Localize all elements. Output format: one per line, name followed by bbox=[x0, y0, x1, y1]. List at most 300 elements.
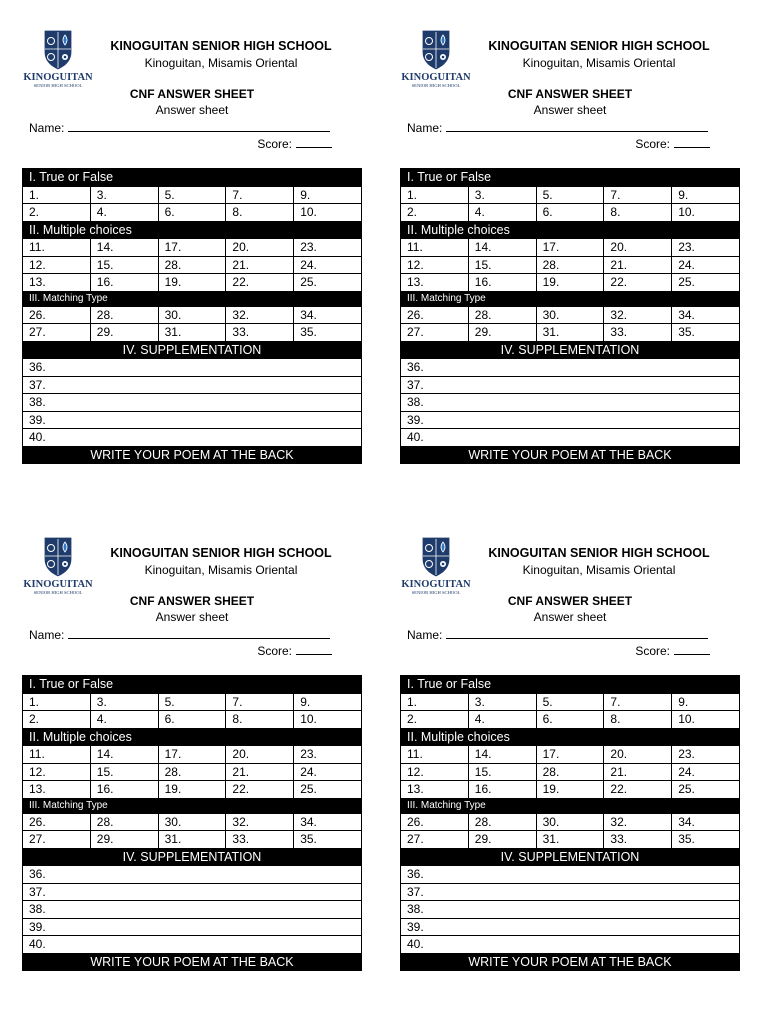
answer-line[interactable]: 38. bbox=[401, 394, 740, 412]
answer-cell[interactable]: 27. bbox=[401, 324, 469, 342]
school-address: Kinoguitan, Misamis Oriental bbox=[522, 56, 676, 70]
answer-cell[interactable]: 24. bbox=[294, 763, 362, 781]
section-header-supp bbox=[401, 341, 740, 359]
name-field[interactable] bbox=[29, 120, 330, 135]
section-header-match bbox=[401, 291, 740, 306]
answer-line[interactable]: 37. bbox=[23, 376, 362, 394]
table-row bbox=[23, 274, 362, 292]
answer-cell[interactable]: 21. bbox=[226, 256, 294, 274]
answer-line[interactable]: 37. bbox=[401, 883, 740, 901]
sheet-title: CNF ANSWER SHEET bbox=[507, 87, 633, 101]
answer-cell[interactable]: 1. bbox=[23, 693, 91, 711]
table-row bbox=[23, 781, 362, 799]
score-field[interactable] bbox=[257, 643, 332, 658]
answer-cell[interactable]: 11. bbox=[401, 746, 469, 764]
answer-cell[interactable]: 10. bbox=[672, 711, 740, 729]
answer-cell[interactable]: 8. bbox=[226, 711, 294, 729]
supplementation-row bbox=[23, 429, 362, 447]
table-row bbox=[401, 711, 740, 729]
section-header-footer bbox=[23, 953, 362, 971]
answer-cell[interactable]: 32. bbox=[604, 306, 672, 324]
school-address: Kinoguitan, Misamis Oriental bbox=[144, 56, 298, 70]
section-title: IV. SUPPLEMENTATION bbox=[23, 341, 362, 359]
answer-cell[interactable]: 32. bbox=[604, 813, 672, 831]
supplementation-row bbox=[401, 359, 740, 377]
score-field[interactable] bbox=[257, 136, 332, 151]
answer-cell[interactable]: 1. bbox=[401, 186, 469, 204]
section-title: I. True or False bbox=[401, 676, 740, 694]
answer-cell[interactable]: 29. bbox=[468, 831, 536, 849]
answer-cell[interactable]: 28. bbox=[90, 306, 158, 324]
answer-cell[interactable]: 2. bbox=[401, 204, 469, 222]
school-name: KINOGUITAN SENIOR HIGH SCHOOL bbox=[110, 546, 332, 560]
answer-cell[interactable]: 35. bbox=[294, 324, 362, 342]
answer-line[interactable]: 40. bbox=[23, 936, 362, 954]
section-title: III. Matching Type bbox=[401, 798, 740, 813]
answer-cell[interactable]: 28. bbox=[158, 256, 226, 274]
answer-cell[interactable]: 24. bbox=[672, 256, 740, 274]
supplementation-row bbox=[23, 411, 362, 429]
answer-cell[interactable]: 4. bbox=[468, 204, 536, 222]
answer-cell[interactable]: 16. bbox=[468, 274, 536, 292]
answer-cell[interactable]: 15. bbox=[468, 256, 536, 274]
table-row bbox=[23, 256, 362, 274]
answer-line[interactable]: 38. bbox=[401, 901, 740, 919]
score-blank[interactable] bbox=[674, 643, 710, 655]
score-label: Score: bbox=[635, 137, 670, 151]
answer-cell[interactable]: 23. bbox=[672, 239, 740, 257]
score-blank[interactable] bbox=[674, 136, 710, 148]
answer-cell[interactable]: 31. bbox=[158, 831, 226, 849]
supplementation-row bbox=[401, 376, 740, 394]
answer-cell[interactable]: 33. bbox=[604, 831, 672, 849]
answer-cell[interactable]: 13. bbox=[401, 781, 469, 799]
answer-line[interactable]: 40. bbox=[401, 429, 740, 447]
school-address: Kinoguitan, Misamis Oriental bbox=[144, 563, 298, 577]
sheet-subtitle: Answer sheet bbox=[155, 610, 229, 624]
answer-cell[interactable]: 25. bbox=[672, 781, 740, 799]
sheet-subtitle: Answer sheet bbox=[533, 103, 607, 117]
score-label: Score: bbox=[257, 644, 292, 658]
section-title: WRITE YOUR POEM AT THE BACK bbox=[401, 446, 740, 464]
answer-cell[interactable]: 9. bbox=[672, 186, 740, 204]
score-blank[interactable] bbox=[296, 136, 332, 148]
table-row bbox=[401, 763, 740, 781]
table-row bbox=[401, 746, 740, 764]
section-title: WRITE YOUR POEM AT THE BACK bbox=[23, 446, 362, 464]
section-header-tf bbox=[401, 169, 740, 187]
supplementation-row bbox=[23, 376, 362, 394]
section-title: IV. SUPPLEMENTATION bbox=[23, 848, 362, 866]
score-label: Score: bbox=[635, 644, 670, 658]
sheet-title: CNF ANSWER SHEET bbox=[129, 594, 255, 608]
answer-cell[interactable]: 13. bbox=[23, 274, 91, 292]
answer-cell[interactable]: 34. bbox=[294, 813, 362, 831]
answer-sheet bbox=[400, 535, 740, 995]
answer-cell[interactable]: 19. bbox=[536, 274, 604, 292]
answer-line[interactable]: 37. bbox=[401, 376, 740, 394]
table-row bbox=[401, 831, 740, 849]
answer-cell[interactable]: 32. bbox=[226, 813, 294, 831]
section-header-footer bbox=[401, 446, 740, 464]
table-row bbox=[401, 239, 740, 257]
sheet-subtitle: Answer sheet bbox=[155, 103, 229, 117]
answer-cell[interactable]: 26. bbox=[401, 813, 469, 831]
answer-cell[interactable]: 13. bbox=[401, 274, 469, 292]
section-title: II. Multiple choices bbox=[23, 221, 362, 239]
logo-subtext: SENIOR HIGH SCHOOL bbox=[411, 83, 461, 88]
answer-cell[interactable]: 31. bbox=[158, 324, 226, 342]
name-label: Name: bbox=[407, 628, 443, 642]
answer-cell[interactable]: 14. bbox=[90, 239, 158, 257]
answer-cell[interactable]: 7. bbox=[604, 186, 672, 204]
table-row bbox=[23, 711, 362, 729]
answer-line[interactable]: 40. bbox=[23, 429, 362, 447]
section-header-supp bbox=[23, 341, 362, 359]
section-header-tf bbox=[401, 676, 740, 694]
section-title: IV. SUPPLEMENTATION bbox=[401, 341, 740, 359]
answer-cell[interactable]: 27. bbox=[401, 831, 469, 849]
school-name: KINOGUITAN SENIOR HIGH SCHOOL bbox=[488, 546, 710, 560]
score-label: Score: bbox=[257, 137, 292, 151]
answer-cell[interactable]: 12. bbox=[401, 256, 469, 274]
answer-line[interactable]: 40. bbox=[401, 936, 740, 954]
section-header-match bbox=[23, 291, 362, 306]
answer-table bbox=[400, 168, 740, 464]
answer-line[interactable]: 36. bbox=[23, 359, 362, 377]
table-row bbox=[23, 306, 362, 324]
answer-cell[interactable]: 28. bbox=[468, 813, 536, 831]
answer-cell[interactable]: 22. bbox=[604, 274, 672, 292]
table-row bbox=[23, 204, 362, 222]
supplementation-row bbox=[23, 394, 362, 412]
logo-wordmark: KINOGUITAN bbox=[23, 72, 93, 83]
answer-cell[interactable]: 28. bbox=[536, 763, 604, 781]
answer-line[interactable]: 37. bbox=[23, 883, 362, 901]
section-header-supp bbox=[401, 848, 740, 866]
answer-cell[interactable]: 20. bbox=[604, 746, 672, 764]
table-row bbox=[401, 693, 740, 711]
answer-cell[interactable]: 2. bbox=[23, 711, 91, 729]
answer-line[interactable]: 36. bbox=[23, 866, 362, 884]
answer-line[interactable]: 39. bbox=[23, 411, 362, 429]
score-blank[interactable] bbox=[296, 643, 332, 655]
answer-cell[interactable]: 32. bbox=[226, 306, 294, 324]
supplementation-row bbox=[401, 394, 740, 412]
school-name: KINOGUITAN SENIOR HIGH SCHOOL bbox=[488, 39, 710, 53]
answer-cell[interactable]: 23. bbox=[672, 746, 740, 764]
name-label: Name: bbox=[29, 628, 65, 642]
answer-cell[interactable]: 22. bbox=[226, 274, 294, 292]
answer-cell[interactable]: 25. bbox=[294, 274, 362, 292]
section-title: I. True or False bbox=[23, 676, 362, 694]
table-row bbox=[23, 763, 362, 781]
answer-cell[interactable]: 35. bbox=[672, 324, 740, 342]
answer-cell[interactable]: 27. bbox=[23, 831, 91, 849]
table-row bbox=[23, 831, 362, 849]
logo-subtext: SENIOR HIGH SCHOOL bbox=[33, 590, 83, 595]
answer-cell[interactable]: 27. bbox=[23, 324, 91, 342]
answer-cell[interactable]: 6. bbox=[536, 711, 604, 729]
section-header-footer bbox=[401, 953, 740, 971]
answer-cell[interactable]: 30. bbox=[536, 813, 604, 831]
answer-cell[interactable]: 15. bbox=[468, 763, 536, 781]
answer-cell[interactable]: 21. bbox=[604, 256, 672, 274]
answer-cell[interactable]: 29. bbox=[90, 831, 158, 849]
section-header-mc bbox=[23, 221, 362, 239]
answer-cell[interactable]: 28. bbox=[536, 256, 604, 274]
section-header-tf bbox=[23, 676, 362, 694]
answer-cell[interactable]: 2. bbox=[401, 711, 469, 729]
section-title: III. Matching Type bbox=[23, 798, 362, 813]
sheet-title: CNF ANSWER SHEET bbox=[507, 594, 633, 608]
section-title: IV. SUPPLEMENTATION bbox=[401, 848, 740, 866]
section-title: III. Matching Type bbox=[23, 291, 362, 306]
answer-cell[interactable]: 14. bbox=[468, 746, 536, 764]
answer-cell[interactable]: 10. bbox=[672, 204, 740, 222]
answer-cell[interactable]: 29. bbox=[90, 324, 158, 342]
table-row bbox=[401, 306, 740, 324]
answer-cell[interactable]: 23. bbox=[294, 746, 362, 764]
table-row bbox=[401, 781, 740, 799]
logo-subtext: SENIOR HIGH SCHOOL bbox=[33, 83, 83, 88]
answer-cell[interactable]: 30. bbox=[158, 306, 226, 324]
answer-cell[interactable]: 14. bbox=[468, 239, 536, 257]
logo-subtext: SENIOR HIGH SCHOOL bbox=[411, 590, 461, 595]
answer-cell[interactable]: 7. bbox=[604, 693, 672, 711]
answer-cell[interactable]: 16. bbox=[90, 781, 158, 799]
answer-table bbox=[400, 675, 740, 971]
answer-cell[interactable]: 8. bbox=[604, 711, 672, 729]
supplementation-row bbox=[23, 359, 362, 377]
sheet-subtitle: Answer sheet bbox=[533, 610, 607, 624]
answer-cell[interactable]: 17. bbox=[158, 746, 226, 764]
answer-cell[interactable]: 19. bbox=[536, 781, 604, 799]
logo-wordmark: KINOGUITAN bbox=[401, 579, 471, 590]
answer-cell[interactable]: 3. bbox=[468, 186, 536, 204]
supplementation-row bbox=[401, 411, 740, 429]
answer-cell[interactable]: 1. bbox=[23, 186, 91, 204]
supplementation-row bbox=[401, 866, 740, 884]
answer-cell[interactable]: 26. bbox=[401, 306, 469, 324]
answer-cell[interactable]: 28. bbox=[158, 763, 226, 781]
supplementation-row bbox=[401, 936, 740, 954]
answer-cell[interactable]: 17. bbox=[158, 239, 226, 257]
name-blank[interactable] bbox=[446, 627, 708, 639]
logo-wordmark: KINOGUITAN bbox=[401, 72, 471, 83]
supplementation-row bbox=[401, 429, 740, 447]
answer-cell[interactable]: 12. bbox=[23, 256, 91, 274]
answer-cell[interactable]: 11. bbox=[23, 239, 91, 257]
answer-cell[interactable]: 6. bbox=[536, 204, 604, 222]
answer-cell[interactable]: 16. bbox=[468, 781, 536, 799]
answer-cell[interactable]: 10. bbox=[294, 711, 362, 729]
table-row bbox=[23, 324, 362, 342]
section-title: III. Matching Type bbox=[401, 291, 740, 306]
supplementation-row bbox=[401, 901, 740, 919]
section-header-match bbox=[23, 798, 362, 813]
answer-cell[interactable]: 25. bbox=[294, 781, 362, 799]
supplementation-row bbox=[23, 883, 362, 901]
answer-cell[interactable]: 22. bbox=[226, 781, 294, 799]
section-header-footer bbox=[23, 446, 362, 464]
answer-cell[interactable]: 4. bbox=[468, 711, 536, 729]
name-field[interactable] bbox=[29, 627, 330, 642]
table-row bbox=[401, 813, 740, 831]
table-row bbox=[23, 693, 362, 711]
answer-cell[interactable]: 24. bbox=[672, 763, 740, 781]
answer-cell[interactable]: 16. bbox=[90, 274, 158, 292]
answer-cell[interactable]: 31. bbox=[536, 324, 604, 342]
answer-cell[interactable]: 8. bbox=[604, 204, 672, 222]
answer-cell[interactable]: 3. bbox=[90, 693, 158, 711]
answer-line[interactable]: 36. bbox=[401, 866, 740, 884]
answer-cell[interactable]: 5. bbox=[536, 693, 604, 711]
answer-cell[interactable]: 33. bbox=[604, 324, 672, 342]
answer-sheet bbox=[400, 28, 740, 488]
answer-cell[interactable]: 15. bbox=[90, 763, 158, 781]
answer-cell[interactable]: 2. bbox=[23, 204, 91, 222]
score-field[interactable] bbox=[635, 136, 710, 151]
answer-cell[interactable]: 9. bbox=[672, 693, 740, 711]
answer-cell[interactable]: 1. bbox=[401, 693, 469, 711]
answer-line[interactable]: 39. bbox=[401, 411, 740, 429]
table-row bbox=[23, 239, 362, 257]
answer-cell[interactable]: 12. bbox=[401, 763, 469, 781]
answer-cell[interactable]: 11. bbox=[23, 746, 91, 764]
table-row bbox=[401, 186, 740, 204]
section-title: WRITE YOUR POEM AT THE BACK bbox=[23, 953, 362, 971]
answer-cell[interactable]: 20. bbox=[604, 239, 672, 257]
answer-cell[interactable]: 3. bbox=[468, 693, 536, 711]
answer-line[interactable]: 39. bbox=[401, 918, 740, 936]
sheet-title: CNF ANSWER SHEET bbox=[129, 87, 255, 101]
answer-cell[interactable]: 11. bbox=[401, 239, 469, 257]
answer-cell[interactable]: 28. bbox=[90, 813, 158, 831]
answer-cell[interactable]: 17. bbox=[536, 239, 604, 257]
answer-cell[interactable]: 5. bbox=[536, 186, 604, 204]
answer-cell[interactable]: 30. bbox=[536, 306, 604, 324]
answer-table bbox=[22, 168, 362, 464]
supplementation-row bbox=[23, 918, 362, 936]
answer-line[interactable]: 38. bbox=[23, 901, 362, 919]
school-address: Kinoguitan, Misamis Oriental bbox=[522, 563, 676, 577]
section-title: II. Multiple choices bbox=[401, 221, 740, 239]
section-title: I. True or False bbox=[23, 169, 362, 187]
name-blank[interactable] bbox=[68, 627, 330, 639]
answer-cell[interactable]: 23. bbox=[294, 239, 362, 257]
answer-sheet bbox=[22, 535, 362, 995]
section-header-match bbox=[401, 798, 740, 813]
supplementation-row bbox=[23, 866, 362, 884]
answer-cell[interactable]: 24. bbox=[294, 256, 362, 274]
answer-cell[interactable]: 9. bbox=[294, 693, 362, 711]
answer-cell[interactable]: 17. bbox=[536, 746, 604, 764]
answer-cell[interactable]: 35. bbox=[672, 831, 740, 849]
answer-cell[interactable]: 20. bbox=[226, 746, 294, 764]
answer-cell[interactable]: 9. bbox=[294, 186, 362, 204]
supplementation-row bbox=[401, 918, 740, 936]
section-title: II. Multiple choices bbox=[23, 728, 362, 746]
answer-cell[interactable]: 13. bbox=[23, 781, 91, 799]
section-header-supp bbox=[23, 848, 362, 866]
table-row bbox=[23, 813, 362, 831]
answer-cell[interactable]: 28. bbox=[468, 306, 536, 324]
name-blank[interactable] bbox=[68, 120, 330, 132]
answer-cell[interactable]: 30. bbox=[158, 813, 226, 831]
name-blank[interactable] bbox=[446, 120, 708, 132]
supplementation-row bbox=[23, 901, 362, 919]
section-header-tf bbox=[23, 169, 362, 187]
answer-cell[interactable]: 15. bbox=[90, 256, 158, 274]
answer-cell[interactable]: 7. bbox=[226, 186, 294, 204]
answer-cell[interactable]: 20. bbox=[226, 239, 294, 257]
answer-sheet bbox=[22, 28, 362, 488]
answer-cell[interactable]: 29. bbox=[468, 324, 536, 342]
table-row bbox=[401, 256, 740, 274]
answer-cell[interactable]: 21. bbox=[226, 763, 294, 781]
answer-cell[interactable]: 6. bbox=[158, 711, 226, 729]
section-title: I. True or False bbox=[401, 169, 740, 187]
answer-cell[interactable]: 7. bbox=[226, 693, 294, 711]
answer-cell[interactable]: 34. bbox=[672, 306, 740, 324]
answer-cell[interactable]: 12. bbox=[23, 763, 91, 781]
answer-cell[interactable]: 22. bbox=[604, 781, 672, 799]
answer-cell[interactable]: 5. bbox=[158, 693, 226, 711]
answer-cell[interactable]: 33. bbox=[226, 831, 294, 849]
score-field[interactable] bbox=[635, 643, 710, 658]
answer-cell[interactable]: 34. bbox=[672, 813, 740, 831]
name-label: Name: bbox=[407, 121, 443, 135]
name-field[interactable] bbox=[407, 627, 708, 642]
answer-cell[interactable]: 19. bbox=[158, 274, 226, 292]
answer-cell[interactable]: 3. bbox=[90, 186, 158, 204]
answer-cell[interactable]: 19. bbox=[158, 781, 226, 799]
table-row bbox=[23, 186, 362, 204]
answer-cell[interactable]: 8. bbox=[226, 204, 294, 222]
section-title: II. Multiple choices bbox=[401, 728, 740, 746]
table-row bbox=[401, 324, 740, 342]
table-row bbox=[401, 204, 740, 222]
answer-cell[interactable]: 26. bbox=[23, 306, 91, 324]
answer-table bbox=[22, 675, 362, 971]
answer-cell[interactable]: 4. bbox=[90, 204, 158, 222]
section-header-mc bbox=[401, 221, 740, 239]
answer-cell[interactable]: 14. bbox=[90, 746, 158, 764]
answer-cell[interactable]: 33. bbox=[226, 324, 294, 342]
answer-cell[interactable]: 5. bbox=[158, 186, 226, 204]
section-title: WRITE YOUR POEM AT THE BACK bbox=[401, 953, 740, 971]
table-row bbox=[23, 746, 362, 764]
answer-cell[interactable]: 25. bbox=[672, 274, 740, 292]
answer-line[interactable]: 39. bbox=[23, 918, 362, 936]
answer-cell[interactable]: 26. bbox=[23, 813, 91, 831]
logo-wordmark: KINOGUITAN bbox=[23, 579, 93, 590]
answer-cell[interactable]: 31. bbox=[536, 831, 604, 849]
answer-cell[interactable]: 6. bbox=[158, 204, 226, 222]
section-header-mc bbox=[401, 728, 740, 746]
answer-line[interactable]: 38. bbox=[23, 394, 362, 412]
answer-cell[interactable]: 10. bbox=[294, 204, 362, 222]
answer-cell[interactable]: 21. bbox=[604, 763, 672, 781]
answer-cell[interactable]: 4. bbox=[90, 711, 158, 729]
answer-cell[interactable]: 35. bbox=[294, 831, 362, 849]
answer-cell[interactable]: 34. bbox=[294, 306, 362, 324]
answer-line[interactable]: 36. bbox=[401, 359, 740, 377]
name-field[interactable] bbox=[407, 120, 708, 135]
name-label: Name: bbox=[29, 121, 65, 135]
section-header-mc bbox=[23, 728, 362, 746]
